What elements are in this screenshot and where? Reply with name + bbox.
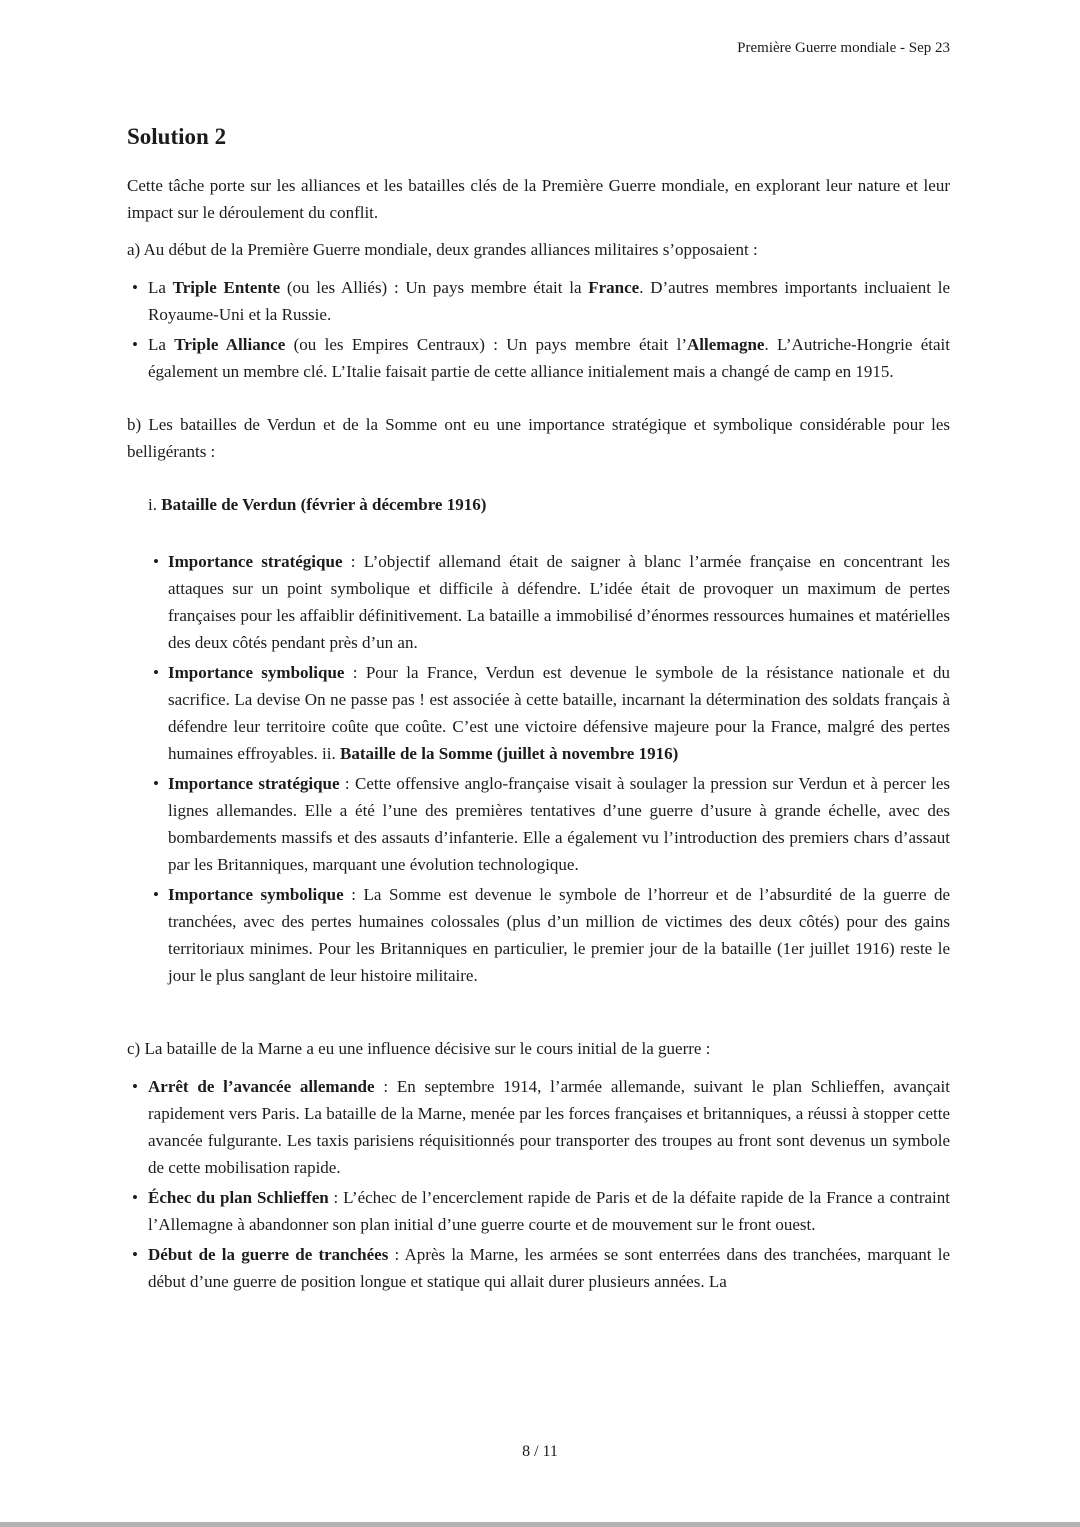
list-item bbox=[127, 331, 950, 385]
question-c-lead: c) La bataille de la Marne a eu une influence décisive sur le cours initial de la guerre : bbox=[127, 1039, 711, 1058]
bullet-icon: • bbox=[132, 335, 138, 354]
page-bottom-edge bbox=[0, 1522, 1080, 1527]
list-item-text: Début de la guerre de tranchées : Après la Marne, les armées se sont enterrées dans des tranchées, marquant le début d’une guerre de position longue et statique qui allait durer plusieurs années. La bbox=[148, 1245, 951, 1291]
bullet-icon: • bbox=[132, 278, 138, 297]
alliances-list bbox=[127, 274, 950, 385]
list-item bbox=[127, 1073, 950, 1181]
marne-list bbox=[127, 1073, 950, 1295]
bullet-icon: • bbox=[132, 1077, 138, 1096]
question-b-lead: b) Les batailles de Verdun et de la Somme ont eu une importance stratégique et symbolique considérable pour les belligérants : bbox=[127, 415, 950, 461]
list-item-text: Échec du plan Schlieffen : L’échec de l’encerclement rapide de Paris et de la défaite rapide de la France a contraint l’Allemagne à abandonner son plan initial d’une guerre courte et de mouvement sur le front ouest. bbox=[148, 1188, 950, 1234]
list-item bbox=[127, 274, 950, 328]
list-item-text: Importance symbolique : La Somme est devenue le symbole de l’horreur et de l’absurdité de la guerre de tranchées, avec des pertes humaines colossales (plus d’un million de victimes des deux côtés) pour des gains territoriaux minimes. Pour les Britanniques en particulier, le premier jour de la bataille (1er juillet 1916) reste le jour le plus sanglant de leur histoire militaire. bbox=[168, 885, 950, 985]
list-item bbox=[148, 770, 950, 878]
list-item bbox=[127, 1241, 950, 1295]
list-item-text: Arrêt de l’avancée allemande : En septembre 1914, l’armée allemande, suivant le plan Schlieffen, avançait rapidement vers Paris. La bataille de la Marne, menée par les forces françaises et britanniques, a réussi à stopper cette avancée fulgurante. Les taxis parisiens réquisitionnés pour transporter des troupes au front sont devenus un symbole de cette mobilisation rapide. bbox=[148, 1077, 950, 1177]
page-header bbox=[127, 38, 950, 58]
bullet-icon: • bbox=[153, 774, 159, 793]
verdun-subheading: i. Bataille de Verdun (février à décembre 1916) bbox=[148, 495, 487, 514]
solution-heading: Solution 2 bbox=[127, 124, 227, 149]
header-course-title: Première Guerre mondiale - Sep 23 bbox=[737, 40, 950, 56]
bullet-icon: • bbox=[132, 1188, 138, 1207]
intro-paragraph: Cette tâche porte sur les alliances et les batailles clés de la Première Guerre mondiale, en explorant leur nature et leur impact sur le déroulement du conflit. bbox=[127, 176, 950, 222]
battles-detail-list bbox=[148, 548, 950, 989]
bullet-icon: • bbox=[153, 552, 159, 571]
list-item bbox=[148, 659, 950, 767]
bullet-icon: • bbox=[153, 663, 159, 682]
list-item-text: Importance stratégique : L’objectif allemand était de saigner à blanc l’armée française en concentrant les attaques sur un point symbolique et difficile à défendre. L’idée était de provoquer un maximum de pertes françaises pour les affaiblir définitivement. La bataille a immobilisé d’énormes ressources humaines et matérielles des deux côtés pendant près d’un an. bbox=[168, 552, 950, 652]
page-number: 8 / 11 bbox=[522, 1443, 558, 1460]
question-a-lead: a) Au début de la Première Guerre mondiale, deux grandes alliances militaires s’opposaient : bbox=[127, 240, 758, 259]
list-item-text: La Triple Alliance (ou les Empires Centraux) : Un pays membre était l’Allemagne. L’Autriche-Hongrie était également un membre clé. L’Italie faisait partie de cette alliance initialement mais a changé de camp en 1915. bbox=[148, 335, 951, 381]
list-item bbox=[148, 881, 950, 989]
list-item-text: Importance stratégique : Cette offensive anglo-française visait à soulager la pression sur Verdun et à percer les lignes allemandes. Elle a été l’une des premières tentatives d’une guerre d’usure à grande échelle, avec des bombardements massifs et des assauts d’infanterie. Elle a également vu l’introduction des premiers chars d’assaut par les Britanniques, marquant une évolution technologique. bbox=[168, 774, 950, 874]
list-item bbox=[127, 1184, 950, 1238]
bullet-icon: • bbox=[132, 1245, 138, 1264]
bullet-icon: • bbox=[153, 885, 159, 904]
list-item-text: Importance symbolique : Pour la France, Verdun est devenue le symbole de la résistance nationale et du sacrifice. La devise On ne passe pas ! est associée à cette bataille, incarnant la détermination des soldats français à défendre leur territoire coûte que coûte. C’est une victoire défensive majeure pour la France, malgré des pertes humaines effroyables. ii. Bataille de la Somme (juillet à novembre 1916) bbox=[168, 663, 950, 763]
list-item-text: La Triple Entente (ou les Alliés) : Un pays membre était la France. D’autres membres importants incluaient le Royaume-Uni et la Russie. bbox=[148, 278, 951, 324]
page-footer bbox=[0, 1443, 1080, 1461]
list-item bbox=[148, 548, 950, 656]
